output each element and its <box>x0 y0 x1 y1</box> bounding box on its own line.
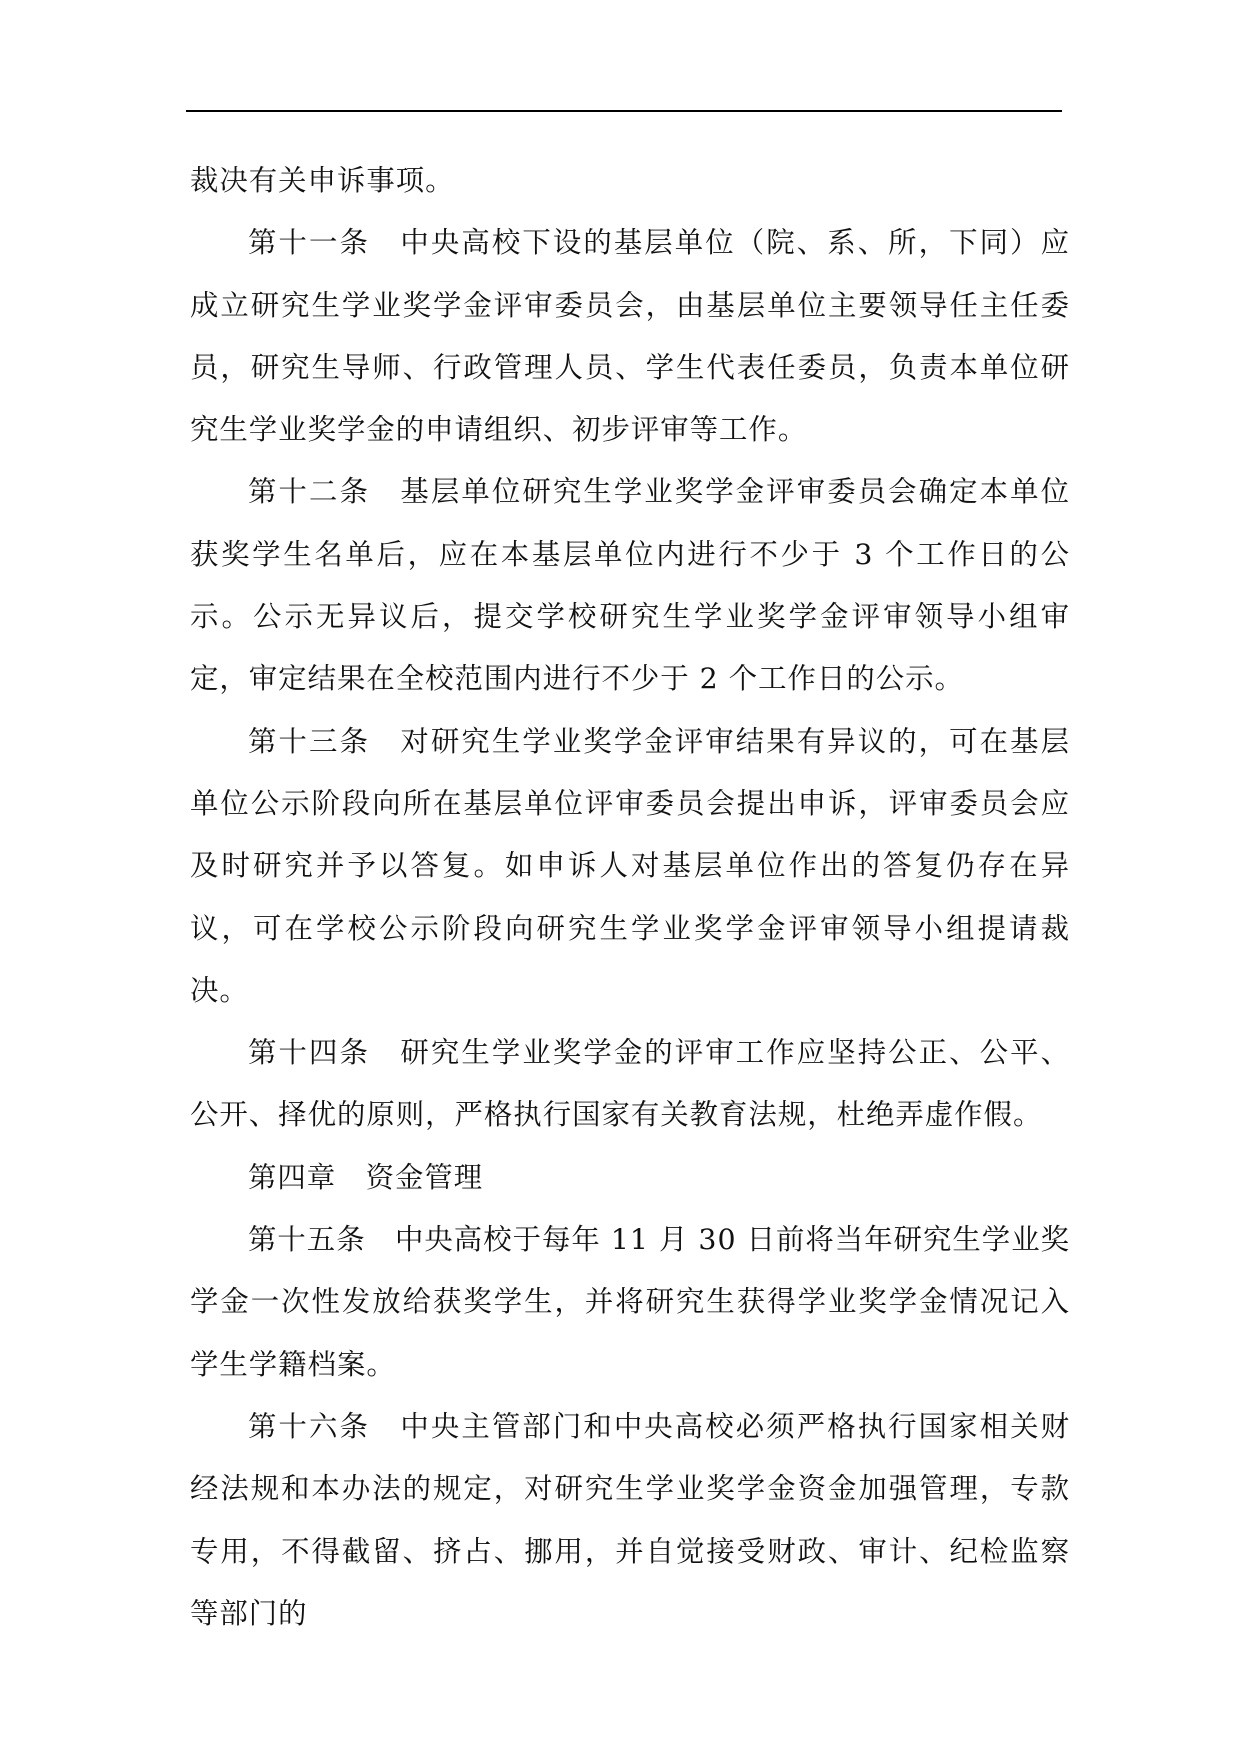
chapter-heading: 第四章 资金管理 <box>248 1160 484 1194</box>
header-rule <box>186 110 1062 112</box>
paragraph-article-16: 第十六条 中央主管部门和中央高校必须严格执行国家相关财经法规和本办法的规定，对研究生学业奖学金资金加强管理，专款专用，不得截留、挤占、挪用，并自觉接受财政、审计、纪检监察等部门的 <box>190 1409 1070 1630</box>
paragraph-article-14: 第十四条 研究生学业奖学金的评审工作应坚持公正、公平、公开、择优的原则，严格执行国家有关教育法规，杜绝弄虚作假。 <box>190 1036 1070 1132</box>
document-body <box>190 150 1070 1645</box>
paragraph-continuation: 裁决有关申诉事项。 <box>190 164 455 197</box>
paragraph-article-15: 第十五条 中央高校于每年 11 月 30 日前将当年研究生学业奖学金一次性发放给获奖学生，并将研究生获得学业奖学金情况记入学生学籍档案。 <box>190 1223 1070 1381</box>
paragraph-article-13: 第十三条 对研究生学业奖学金评审结果有异议的，可在基层单位公示阶段向所在基层单位评审委员会提出申诉，评审委员会应及时研究并予以答复。如申诉人对基层单位作出的答复仍存在异议，可在学校公示阶段向研究生学业奖学金评审领导小组提请裁决。 <box>190 724 1070 1007</box>
paragraph-article-11: 第十一条 中央高校下设的基层单位（院、系、所，下同）应成立研究生学业奖学金评审委员会，由基层单位主要领导任主任委员，研究生导师、行政管理人员、学生代表任委员，负责本单位研究生学业奖学金的申请组织、初步评审等工作。 <box>190 226 1070 447</box>
paragraph-article-12: 第十二条 基层单位研究生学业奖学金评审委员会确定本单位获奖学生名单后，应在本基层单位内进行不少于 3 个工作日的公示。公示无异议后，提交学校研究生学业奖学金评审领导小组审定，审定结果在全校范围内进行不少于 2 个工作日的公示。 <box>190 475 1070 696</box>
